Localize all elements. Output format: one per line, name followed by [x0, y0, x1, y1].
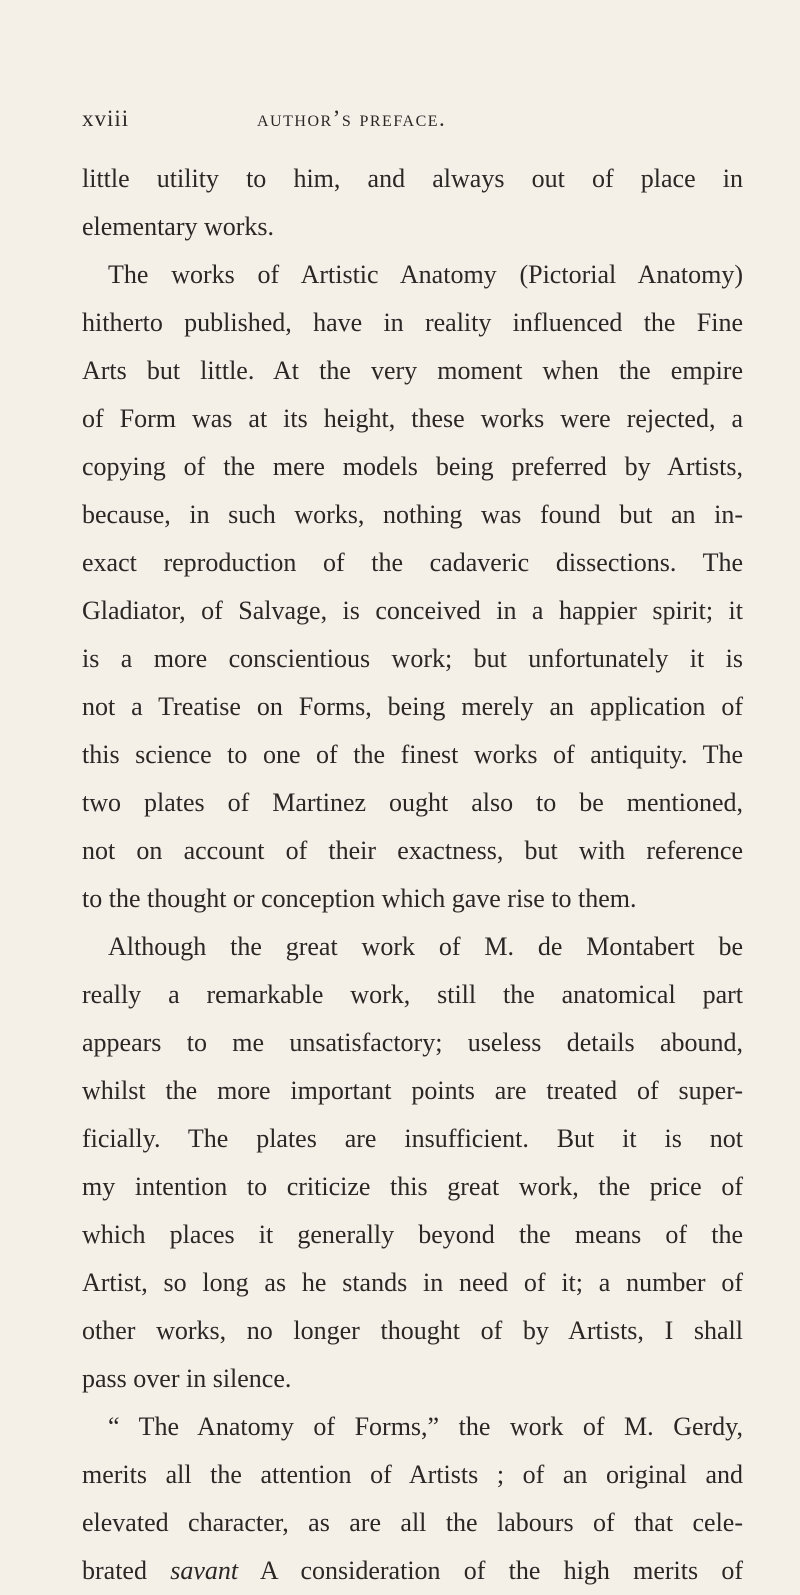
text-line: because, in such works, nothing was found but an in- [82, 500, 743, 529]
text-line: exact reproduction of the cadaveric dissections. The [82, 548, 743, 577]
text-line: pass over in silence. [82, 1364, 292, 1393]
text-line: of Form was at its height, these works were rejected, a [82, 404, 743, 433]
body-text [82, 155, 743, 1595]
text-line: elevated character, as are all the labours of that cele- [82, 1508, 743, 1537]
text-line: merits all the attention of Artists ; of an original and [82, 1460, 743, 1489]
running-title: author’s preface. [257, 106, 447, 131]
text-line: not on account of their exactness, but with reference [82, 836, 743, 865]
text-line: whilst the more important points are treated of super- [82, 1076, 743, 1105]
text-line: “ The Anatomy of Forms,” the work of M. Gerdy, [108, 1412, 743, 1441]
text-line: copying of the mere models being preferred by Artists, [82, 452, 743, 481]
final-line-start: brated [82, 1556, 147, 1585]
text-line: my intention to criticize this great work, the price of [82, 1172, 743, 1201]
text-line: other works, no longer thought of by Artists, I shall [82, 1316, 743, 1345]
text-line: Arts but little. At the very moment when the empire [82, 356, 743, 385]
text-line: Artist, so long as he stands in need of it; a number of [82, 1268, 743, 1297]
text-line: hitherto published, have in reality influenced the Fine [82, 308, 743, 337]
running-header [82, 106, 732, 136]
text-line: Gladiator, of Salvage, is conceived in a happier spirit; it [82, 596, 743, 625]
text-line: to the thought or conception which gave rise to them. [82, 884, 637, 913]
text-line-final [82, 1547, 743, 1595]
final-line-italic: savant [170, 1556, 239, 1585]
text-line: which places it generally beyond the means of the [82, 1220, 743, 1249]
text-line: Although the great work of M. de Montabert be [108, 932, 743, 961]
text-line: ficially. The plates are insufficient. But it is not [82, 1124, 743, 1153]
text-line: elementary works. [82, 212, 275, 241]
text-line: really a remarkable work, still the anatomical part [82, 980, 743, 1009]
text-line: two plates of Martinez ought also to be mentioned, [82, 788, 743, 817]
final-line-end: A consideration of the high merits of [259, 1556, 744, 1585]
text-line: this science to one of the finest works of antiquity. The [82, 740, 743, 769]
text-line: appears to me unsatisfactory; useless details abound, [82, 1028, 743, 1057]
text-line: little utility to him, and always out of place in [82, 164, 743, 193]
text-line: not a Treatise on Forms, being merely an application of [82, 692, 743, 721]
page-number: xviii [82, 106, 130, 131]
text-line: The works of Artistic Anatomy (Pictorial Anatomy) [108, 260, 743, 289]
text-line: is a more conscientious work; but unfortunately it is [82, 644, 743, 673]
